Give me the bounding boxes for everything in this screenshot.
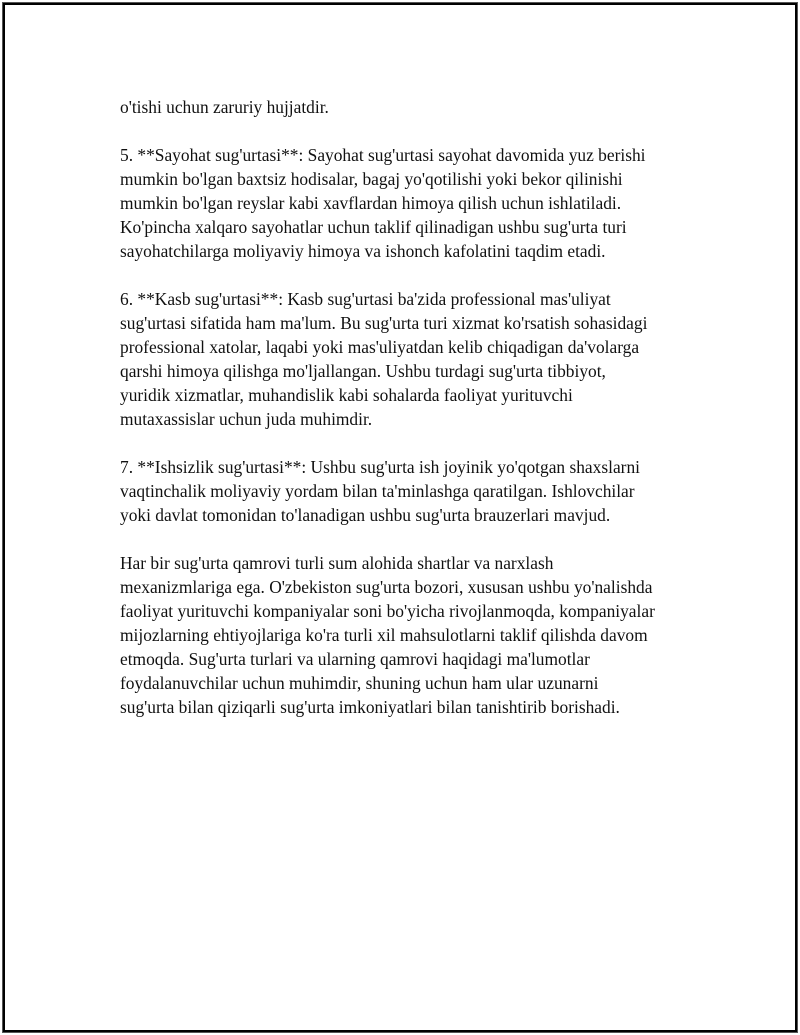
text-line: mexanizmlariga ega. O'zbekiston sug'urta bozori, xususan ushbu yo'nalishda — [120, 577, 653, 597]
paragraph-continuation — [120, 95, 710, 119]
text-line: mumkin bo'lgan baxtsiz hodisalar, bagaj yo'qotilishi yoki bekor qilinishi — [120, 169, 623, 189]
text-line: mumkin bo'lgan reyslar kabi xavflardan himoya qilish uchun ishlatiladi. — [120, 193, 622, 213]
text-line: 6. **Kasb sug'urtasi**: Kasb sug'urtasi ba'zida professional mas'uliyat — [120, 289, 611, 309]
text-line: professional xatolar, laqabi yoki mas'uliyatdan kelib chiqadigan da'volarga — [120, 337, 640, 357]
paragraph-travel-insurance — [120, 143, 710, 263]
paragraph-conclusion — [120, 551, 710, 719]
text-line: 7. **Ishsizlik sug'urtasi**: Ushbu sug'urta ish joyinik yo'qotgan shaxslarni — [120, 457, 640, 477]
text-line: yuridik xizmatlar, muhandislik kabi sohalarda faoliyat yurituvchi — [120, 385, 573, 405]
document-page — [3, 3, 797, 1032]
text-line: Ko'pincha xalqaro sayohatlar uchun taklif qilinadigan ushbu sug'urta turi — [120, 217, 627, 237]
text-line: etmoqda. Sug'urta turlari va ularning qamrovi haqidagi ma'lumotlar — [120, 649, 590, 669]
paragraph-professional-insurance — [120, 287, 710, 431]
text-line: foydalanuvchilar uchun muhimdir, shuning uchun ham ular uzunarni — [120, 673, 599, 693]
text-line: sayohatchilarga moliyaviy himoya va ishonch kafolatini taqdim etadi. — [120, 241, 606, 261]
text-line: sug'urta bilan qiziqarli sug'urta imkoniyatlari bilan tanishtirib borishadi. — [120, 697, 620, 717]
text-line: o'tishi uchun zaruriy hujjatdir. — [120, 97, 329, 117]
document-body — [120, 95, 710, 743]
text-line: 5. **Sayohat sug'urtasi**: Sayohat sug'urtasi sayohat davomida yuz berishi — [120, 145, 646, 165]
paragraph-unemployment-insurance — [120, 455, 710, 527]
text-line: faoliyat yurituvchi kompaniyalar soni bo'yicha rivojlanmoqda, kompaniyalar — [120, 601, 655, 621]
text-line: qarshi himoya qilishga mo'ljallangan. Ushbu turdagi sug'urta tibbiyot, — [120, 361, 606, 381]
text-line: sug'urtasi sifatida ham ma'lum. Bu sug'urta turi xizmat ko'rsatish sohasidagi — [120, 313, 648, 333]
text-line: Har bir sug'urta qamrovi turli sum alohida shartlar va narxlash — [120, 553, 554, 573]
text-line: vaqtinchalik moliyaviy yordam bilan ta'minlashga qaratilgan. Ishlovchilar — [120, 481, 635, 501]
text-line: yoki davlat tomonidan to'lanadigan ushbu sug'urta brauzerlari mavjud. — [120, 505, 611, 525]
text-line: mijozlarning ehtiyojlariga ko'ra turli xil mahsulotlarni taklif qilishda davom — [120, 625, 648, 645]
text-line: mutaxassislar uchun juda muhimdir. — [120, 409, 373, 429]
